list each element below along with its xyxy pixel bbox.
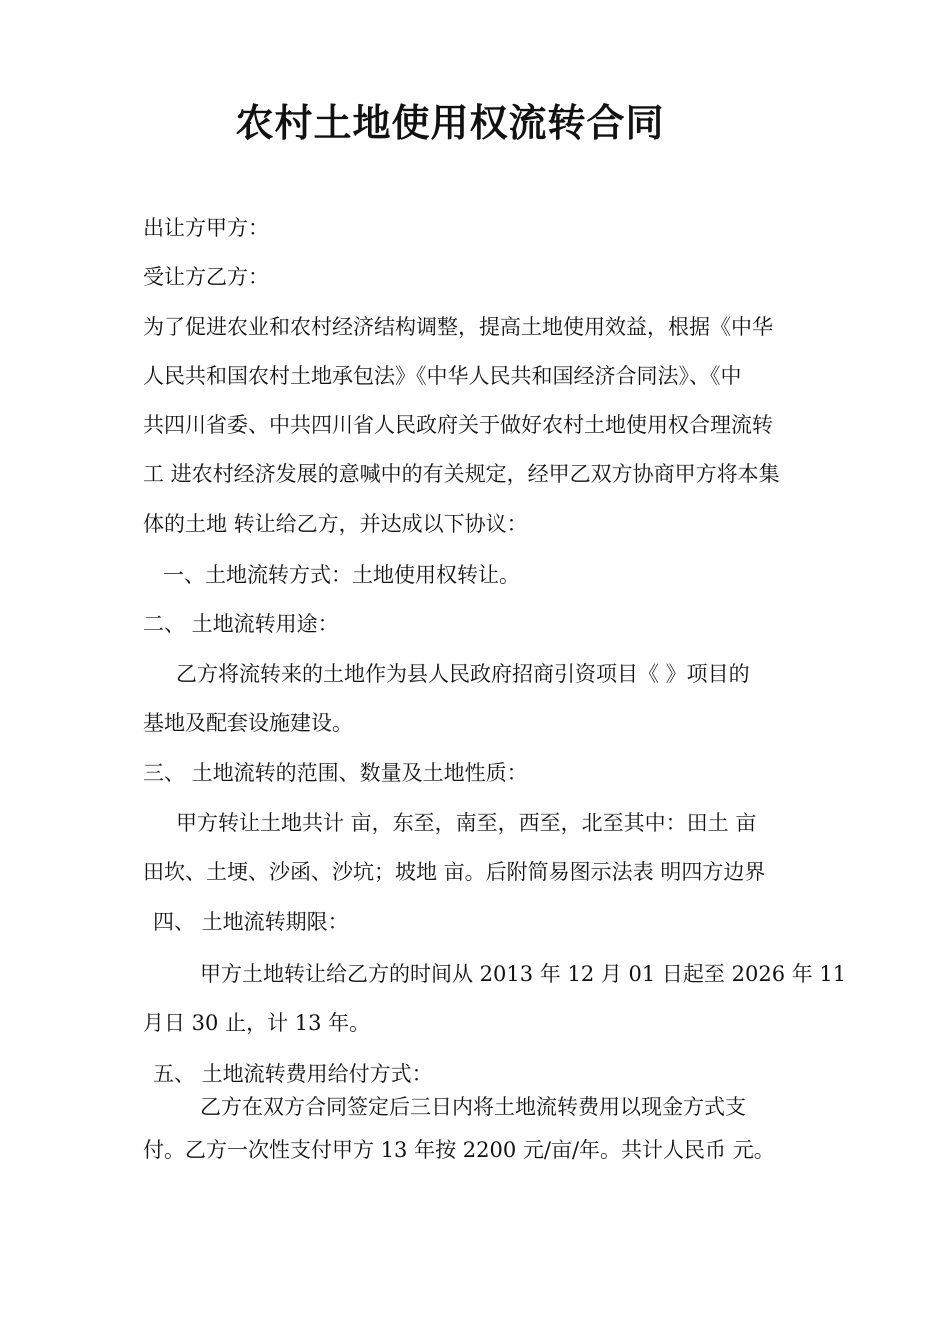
- preamble-line-5: 体的土地 转让给乙方，并达成以下协议：: [143, 512, 528, 536]
- preamble-line-3: 共四川省委、中共四川省人民政府关于做好农村土地使用权合理流转: [143, 413, 773, 437]
- section-1-heading: 一、土地流转方式：土地使用权转让。: [163, 563, 520, 587]
- transferor-line: 出让方甲方：: [143, 216, 269, 240]
- preamble-line-1: 为了促进农业和农村经济结构调整，提高土地使用效益，根据《中华: [143, 315, 773, 339]
- transferee-line: 受让方乙方：: [143, 265, 269, 289]
- section-3-heading: 三、 土地流转的范围、数量及土地性质：: [143, 761, 528, 785]
- section-2-body-1: 乙方将流转来的土地作为县人民政府招商引资项目《 》项目的: [176, 662, 750, 686]
- document-title: 农村土地使用权流转合同: [235, 101, 665, 145]
- preamble-line-2: 人民共和国农村土地承包法》《中华人民共和国经济合同法》、《中: [143, 364, 742, 388]
- section-2-heading: 二、 土地流转用途：: [143, 612, 339, 636]
- section-2-body-2: 基地及配套设施建设。: [143, 711, 353, 735]
- section-4-body-2: 月日 30 止，计 13 年。: [143, 1011, 371, 1035]
- section-4-body-1: 甲方土地转让给乙方的时间从 2013 年 12 月 01 日起至 2026 年 11: [200, 962, 847, 986]
- preamble-line-4: 工 进农村经济发展的意喊中的有关规定，经甲乙双方协商甲方将本集: [143, 462, 780, 486]
- section-4-heading: 四、 土地流转期限：: [153, 910, 349, 934]
- section-5-body-1: 乙方在双方合同签定后三日内将土地流转费用以现金方式支: [200, 1095, 746, 1119]
- section-3-body-1: 甲方转让土地共计 亩，东至，南至，西至，北至其中：田土 亩: [176, 811, 757, 835]
- section-5-heading: 五、 土地流转费用给付方式：: [153, 1062, 433, 1086]
- section-3-body-2: 田坎、土埂、沙函、沙坑；坡地 亩。后附简易图示法表 明四方边界: [143, 860, 766, 884]
- section-5-body-2: 付。乙方一次性支付甲方 13 年按 2200 元/亩/年。共计人民币 元。: [143, 1138, 775, 1162]
